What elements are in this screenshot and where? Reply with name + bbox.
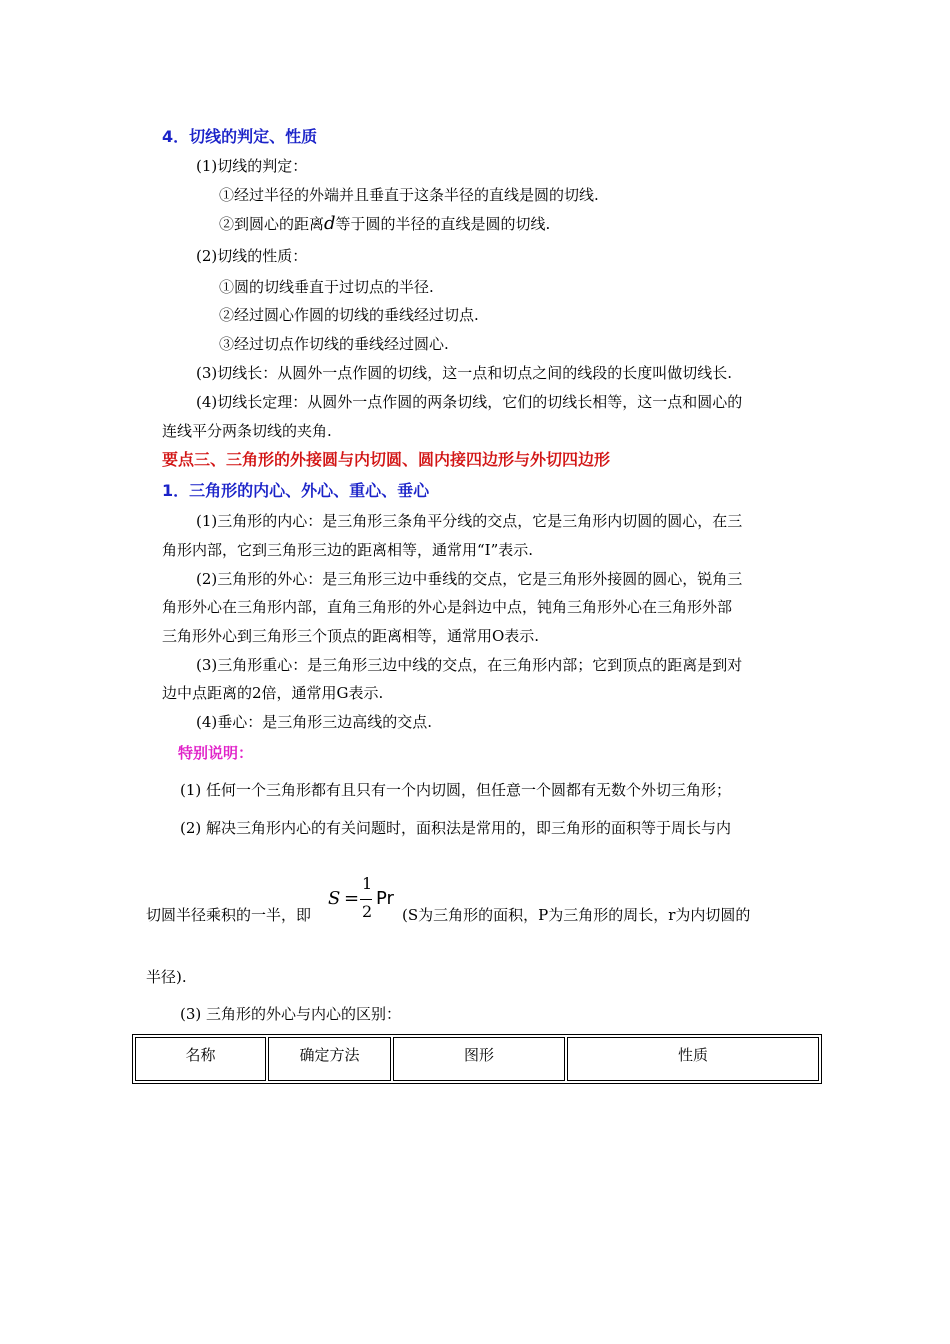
triangle-centers-heading: 1．三角形的内心、外心、重心、垂心 — [162, 481, 430, 500]
formula-equals: = — [344, 888, 360, 909]
special-note-1: (1) 任何一个三角形都有且只有一个内切圆，但任意一个圆都有无数个外切三角形； — [180, 781, 732, 799]
circumcenter-line-3: 三角形外心到三角形三个顶点的距离相等，通常用O表示. — [162, 627, 540, 645]
special-note-2-line-2-pre: 切圆半径乘积的一半，即 — [146, 906, 312, 924]
tangent-property-1: ①圆的切线垂直于过切点的半径. — [219, 278, 434, 296]
formula-denominator: 2 — [362, 902, 373, 921]
center-comparison-table — [132, 1034, 822, 1084]
tangent-criteria-item-1: ①经过半径的外端并且垂直于这条半径的直线是圆的切线. — [219, 186, 599, 204]
table-header-name: 名称 — [135, 1037, 266, 1081]
special-note-2-line-2-post: (S为三角形的面积，P为三角形的周长，r为内切圆的 — [402, 906, 751, 924]
fraction-bar — [360, 899, 372, 900]
formula-numerator: 1 — [362, 874, 373, 893]
incenter-line-2: 角形内部，它到三角形三边的距离相等，通常用“I”表示. — [162, 541, 534, 559]
special-note-2-line-3: 半径). — [146, 968, 187, 986]
key-point-3-heading: 要点三、三角形的外接圆与内切圆、圆内接四边形与外切四边形 — [162, 450, 611, 469]
tangent-property-3: ③经过切点作切线的垂线经过圆心. — [219, 335, 449, 353]
circumcenter-line-1: (2)三角形的外心：是三角形三边中垂线的交点，它是三角形外接圆的圆心，锐角三 — [196, 570, 743, 588]
distance-variable: d — [324, 213, 336, 234]
orthocenter-line: (4)垂心：是三角形三边高线的交点. — [196, 713, 433, 731]
tangent-length-theorem-line-2: 连线平分两条切线的夹角. — [162, 422, 332, 440]
tangent-criteria-item-2-post: 等于圆的半径的直线是圆的切线. — [335, 215, 551, 233]
special-note-2-line-1: (2) 解决三角形内心的有关问题时，面积法是常用的，即三角形的面积等于周长与内 — [180, 819, 732, 837]
area-formula — [328, 874, 400, 930]
formula-s: S — [328, 888, 341, 909]
special-note-heading: 特别说明： — [178, 744, 254, 762]
circumcenter-line-2: 角形外心在三角形内部，直角三角形的外心是斜边中点，钝角三角形外心在三角形外部 — [162, 598, 733, 616]
table-header-method: 确定方法 — [268, 1037, 391, 1081]
table-header-row — [135, 1037, 819, 1081]
special-note-3: (3) 三角形的外心与内心的区别： — [180, 1005, 402, 1023]
tangent-property-2: ②经过圆心作圆的切线的垂线经过切点. — [219, 306, 479, 324]
tangent-length-theorem-line-1: (4)切线长定理：从圆外一点作圆的两条切线，它们的切线长相等，这一点和圆心的 — [196, 393, 743, 411]
centroid-line-2: 边中点距离的2倍，通常用G表示. — [162, 684, 384, 702]
tangent-criteria-item-2 — [219, 214, 550, 234]
centroid-line-1: (3)三角形重心：是三角形三边中线的交点，在三角形内部；它到顶点的距离是到对 — [196, 656, 743, 674]
incenter-line-1: (1)三角形的内心：是三角形三条角平分线的交点，它是三角形内切圆的圆心，在三 — [196, 512, 743, 530]
tangent-criteria-title: (1)切线的判定： — [196, 157, 308, 175]
table-header-figure: 图形 — [393, 1037, 565, 1081]
section-heading-tangent: 4．切线的判定、性质 — [162, 127, 318, 146]
tangent-properties-title: (2)切线的性质： — [196, 247, 308, 265]
tangent-length: (3)切线长：从圆外一点作圆的切线，这一点和切点之间的线段的长度叫做切线长. — [196, 364, 733, 382]
tangent-criteria-item-2-pre: ②到圆心的距离 — [219, 215, 325, 233]
formula-pr: Pr — [376, 888, 394, 909]
table-header-property: 性质 — [567, 1037, 819, 1081]
